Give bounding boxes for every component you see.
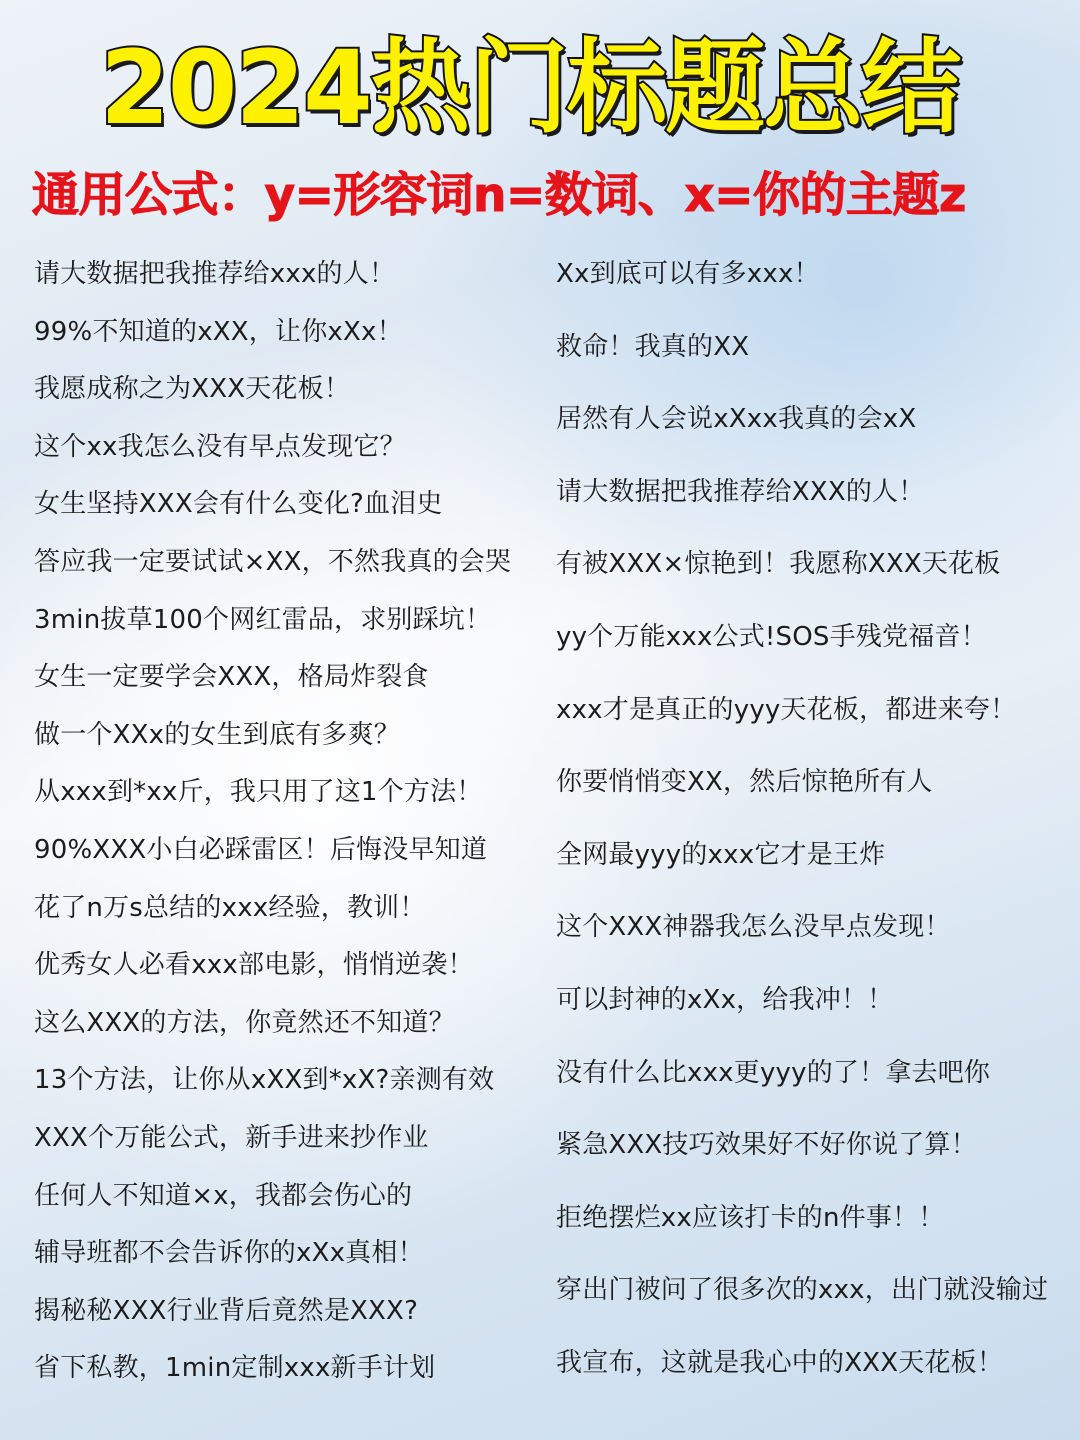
left-title-item: 99%不知道的xXX，让你xXx！	[34, 316, 403, 347]
left-title-item: 省下私教，1min定制xxx新手计划	[34, 1353, 436, 1384]
left-title-item: 这么XXX的方法，你竟然还不知道？	[34, 1007, 455, 1038]
left-title-item: 从xxx到*xx斤，我只用了这1个方法！	[34, 777, 483, 808]
left-title-item: 这个xx我怎么没有早点发现它？	[34, 431, 406, 462]
left-title-item: 请大数据把我推荐给xxx的人！	[34, 259, 396, 289]
left-title-item: 90%XXX小白必踩雷区！后悔没早知道	[34, 835, 488, 865]
left-title-item: 女生坚持XXX会有什么变化?血泪史	[34, 489, 443, 520]
left-title-item: 我愿成称之为XXX天花板！	[34, 374, 351, 405]
left-title-item: 优秀女人必看xxx部电影，悄悄逆袭！	[34, 950, 474, 981]
formula-subtitle: 通用公式：y=形容词n=数词、x=你的主题z	[32, 168, 966, 223]
right-title-item: 有被XXX×惊艳到！我愿称XXX天花板	[556, 549, 1001, 580]
right-title-item: 请大数据把我推荐给XXX的人！	[556, 476, 925, 507]
right-title-item: 穿出门被问了很多次的xxx，出门就没输过	[556, 1275, 1049, 1306]
right-title-item: 居然有人会说xXxx我真的会xX	[556, 404, 917, 435]
right-title-item: yy个万能xxx公式!SOS手残党福音！	[556, 622, 987, 652]
right-title-item: 我宣布，这就是我心中的XXX天花板！	[556, 1348, 1004, 1378]
left-title-item: 女生一定要学会XXX，格局炸裂食	[34, 662, 429, 693]
left-title-item: 花了n万s总结的xxx经验，教训！	[34, 892, 426, 923]
left-title-item: 做一个XXx的女生到底有多爽？	[34, 719, 401, 750]
left-title-item: 3min拔草100个网红雷品，求别踩坑！	[34, 604, 492, 635]
left-title-item: 任何人不知道×x，我都会伤心的	[34, 1180, 413, 1211]
page-title: 2024热门标题总结	[100, 29, 960, 148]
left-title-item: 答应我一定要试试×XX，不然我真的会哭	[34, 547, 512, 577]
right-title-item: 拒绝摆烂xx应该打卡的n件事！！	[556, 1202, 945, 1233]
right-title-item: Xx到底可以有多xxx！	[556, 259, 820, 289]
left-title-item: 揭秘秘XXX行业背后竟然是XXX?	[34, 1295, 419, 1326]
left-title-item: 13个方法，让你从xXX到*xX?亲测有效	[34, 1065, 495, 1096]
right-title-item: 没有什么比xxx更yyy的了！拿去吧你	[556, 1057, 991, 1088]
right-title-item: 救命！我真的XX	[556, 331, 750, 362]
right-title-item: 紧急XXX技巧效果好不好你说了算！	[556, 1130, 977, 1161]
left-title-item: 辅导班都不会告诉你的xXx真相！	[34, 1238, 424, 1269]
right-title-item: 全网最yyy的xxx它才是王炸	[556, 839, 886, 870]
right-title-item: 可以封神的xXx，给我冲！！	[556, 985, 894, 1015]
left-title-item: XXX个万能公式，新手进来抄作业	[34, 1123, 429, 1153]
right-title-item: 你要悄悄变XX，然后惊艳所有人	[556, 767, 933, 798]
right-title-item: xxx才是真正的yyy天花板，都进来夸！	[556, 694, 1017, 725]
right-title-item: 这个XXX神器我怎么没早点发现！	[556, 912, 951, 943]
